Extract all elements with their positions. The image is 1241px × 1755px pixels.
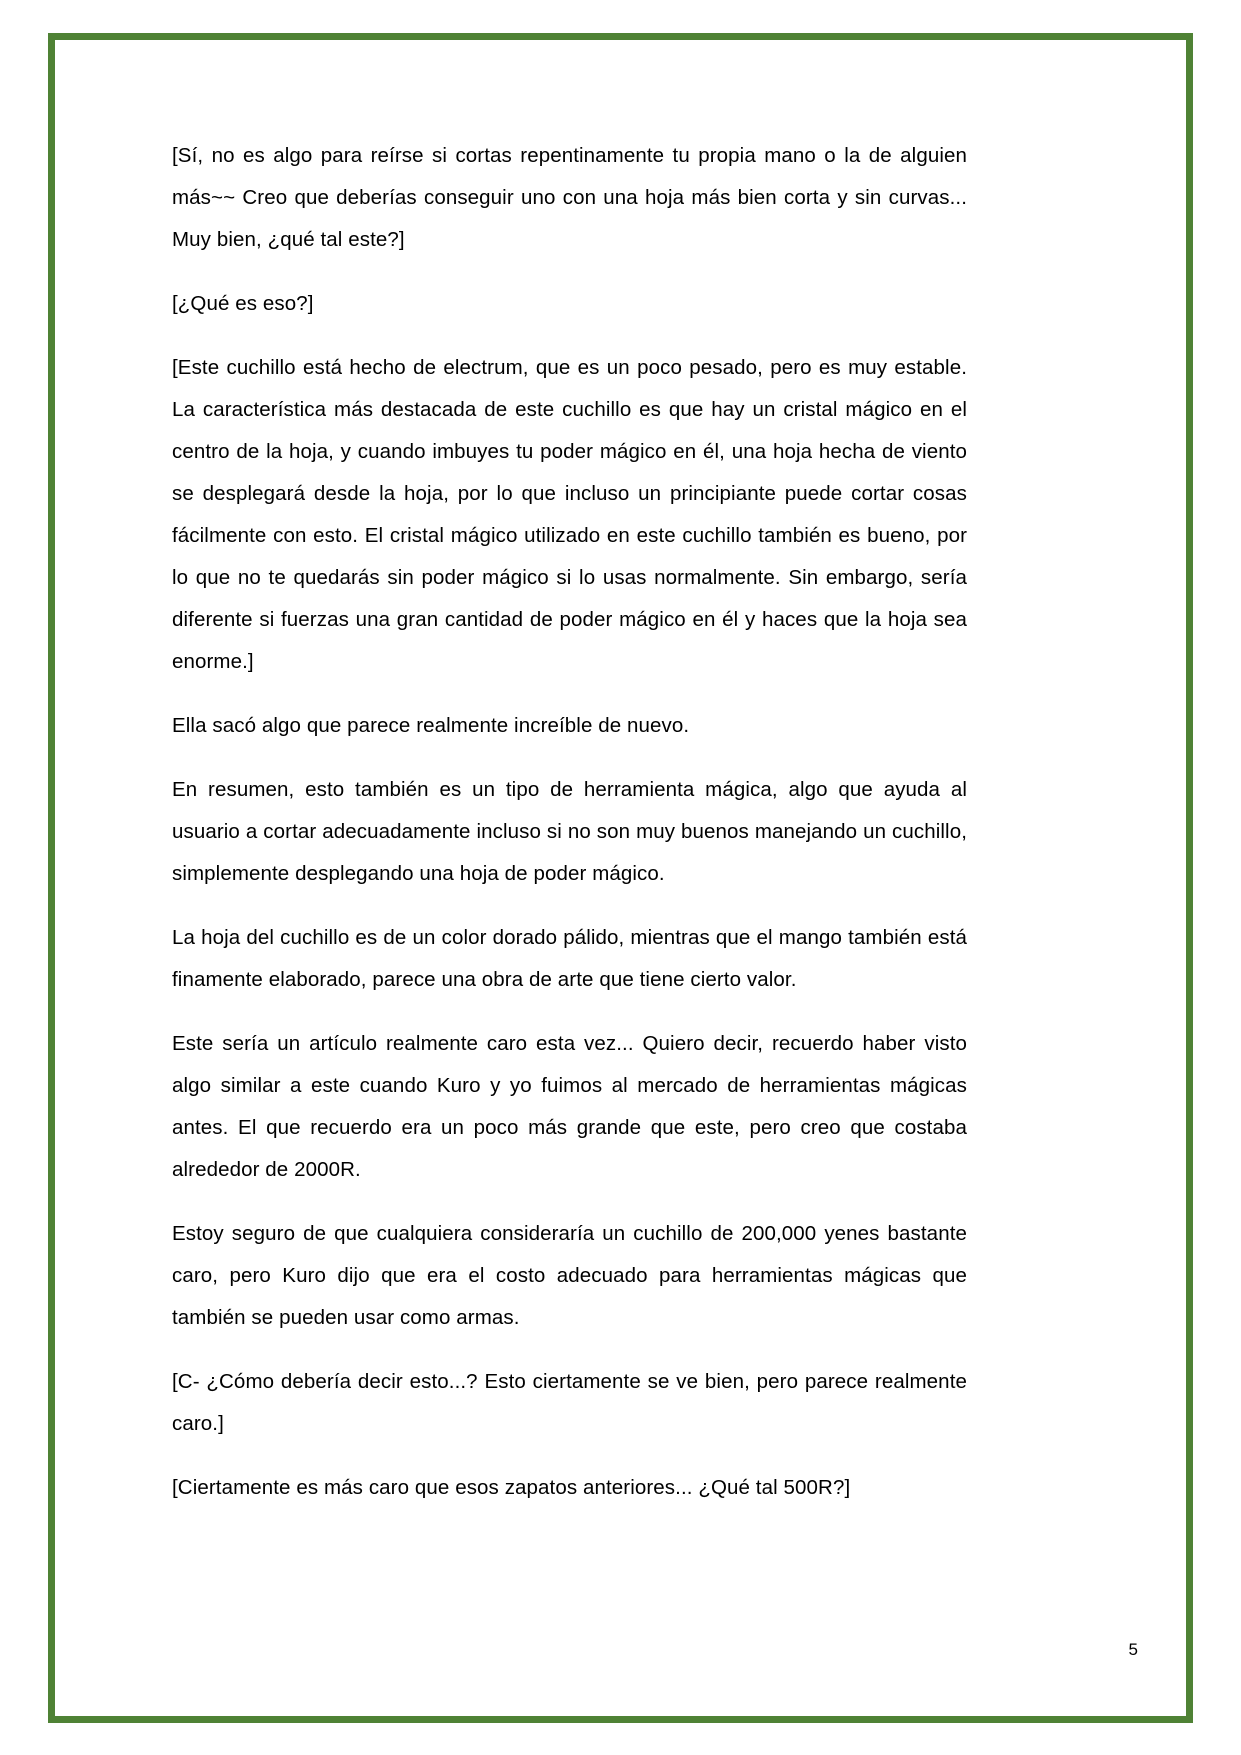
paragraph: [C- ¿Cómo debería decir esto...? Esto ciertamente se ve bien, pero parece realmente caro.]	[172, 1370, 967, 1435]
paragraph: Estoy seguro de que cualquiera consideraría un cuchillo de 200,000 yenes bastante caro, pero Kuro dijo que era el costo adecuado para herramientas mágicas que también se pueden usar como armas.	[172, 1222, 967, 1329]
page-content	[172, 135, 967, 1509]
paragraph: [Este cuchillo está hecho de electrum, que es un poco pesado, pero es muy estable. La característica más destacada de este cuchillo es que hay un cristal mágico en el centro de la hoja, y cuando imbuyes tu poder mágico en él, una hoja hecha de viento se desplegará desde la hoja, por lo que incluso un principiante puede cortar cosas fácilmente con esto. El cristal mágico utilizado en este cuchillo también es bueno, por lo que no te quedarás sin poder mágico si lo usas normalmente. Sin embargo, sería diferente si fuerzas una gran cantidad de poder mágico en él y haces que la hoja sea enorme.]	[172, 356, 967, 673]
paragraph: [Sí, no es algo para reírse si cortas repentinamente tu propia mano o la de alguien más~~ Creo que deberías conseguir uno con una hoja más bien corta y sin curvas... Muy bien, ¿qué tal este?]	[172, 144, 967, 251]
paragraph: [¿Qué es eso?]	[172, 292, 314, 315]
paragraph: La hoja del cuchillo es de un color dorado pálido, mientras que el mango también está finamente elaborado, parece una obra de arte que tiene cierto valor.	[172, 926, 967, 991]
paragraph: [Ciertamente es más caro que esos zapatos anteriores... ¿Qué tal 500R?]	[172, 1476, 851, 1499]
page-number: 5	[1128, 1640, 1138, 1659]
paragraph: Este sería un artículo realmente caro esta vez... Quiero decir, recuerdo haber visto algo similar a este cuando Kuro y yo fuimos al mercado de herramientas mágicas antes. El que recuerdo era un poco más grande que este, pero creo que costaba alrededor de 2000R.	[172, 1032, 967, 1181]
paragraph: Ella sacó algo que parece realmente increíble de nuevo.	[172, 714, 690, 737]
paragraph: En resumen, esto también es un tipo de herramienta mágica, algo que ayuda al usuario a cortar adecuadamente incluso si no son muy buenos manejando un cuchillo, simplemente desplegando una hoja de poder mágico.	[172, 778, 967, 885]
